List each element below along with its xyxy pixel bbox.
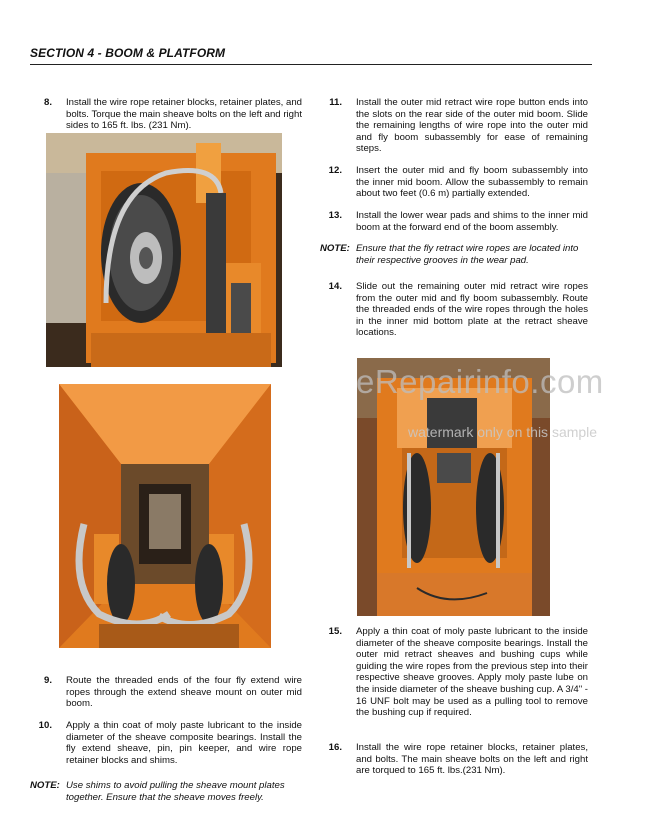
step-15-text: Apply a thin coat of moly paste lubricant to the inside diameter of the sheave composite bearings. Install the outer mid retract sheaves and bushing cups while guiding the wire ropes from the previous step into their respective sheave grooves. Apply moly paste lube on the inside diameter of the sheave bushing cup. A 3/4" - 16 UNF bolt may be used as a pulling tool to remove the bushing cup if required.: [356, 626, 588, 719]
note-fly-retract-text: Ensure that the fly retract wire ropes are located into their respective grooves in the wear pad.: [356, 243, 579, 266]
header-rule: [30, 64, 592, 65]
step-14-number: 14.: [328, 281, 342, 292]
note-fly-retract-label: NOTE:: [320, 243, 350, 254]
watermark-site: eRepairinfo.com: [356, 363, 604, 400]
step-16-text: Install the wire rope retainer blocks, retainer plates, and bolts. The main sheave bolts on the left and right are torqued to 165 ft. lbs.(231 Nm).: [356, 742, 588, 777]
step-9-number: 9.: [43, 675, 52, 686]
photo-extend-sheave-mount: [59, 384, 271, 648]
note-shims-text: Use shims to avoid pulling the sheave mount plates together. Ensure that the sheave moves freely.: [66, 780, 285, 803]
step-13-number: 13.: [328, 210, 342, 221]
step-8-number: 8.: [43, 97, 52, 108]
watermark-note: watermark only on this sample: [408, 424, 598, 440]
step-16-number: 16.: [328, 742, 342, 753]
step-12-number: 12.: [328, 165, 342, 176]
step-12-text: Insert the outer mid and fly boom subassembly into the inner mid boom. Allow the subassembly to remain about two feet (0.6 m) partially extended.: [356, 165, 588, 200]
step-15-number: 15.: [328, 626, 342, 637]
step-11-number: 11.: [329, 97, 342, 108]
step-9-text: Route the threaded ends of the four fly extend wire ropes through the extend sheave mount on outer mid boom.: [66, 675, 302, 710]
step-10-number: 10.: [38, 720, 52, 731]
step-13-text: Install the lower wear pads and shims to the inner mid boom at the forward end of the boom assembly.: [356, 210, 588, 233]
photo-main-sheave: [46, 133, 282, 367]
step-8-text: Install the wire rope retainer blocks, retainer plates, and bolts. Torque the main sheave bolts on the left and right sides to 165 ft. lbs. (231 Nm).: [66, 97, 302, 132]
note-shims-label: NOTE:: [30, 780, 60, 791]
step-11-text: Install the outer mid retract wire rope button ends into the slots on the rear side of the outer mid boom. Slide the remaining lengths of wire rope into the outer mid and fly boom subassembly for ease of remaining steps.: [356, 97, 588, 155]
section-title: SECTION 4 - BOOM & PLATFORM: [30, 46, 226, 60]
step-14-text: Slide out the remaining outer mid retract wire ropes from the outer mid and fly boom subassembly. Route the threaded ends of the wire ropes through the holes in the inner mid bottom plate at the retract sheave locations.: [356, 281, 588, 339]
step-10-text: Apply a thin coat of moly paste lubricant to the inside diameter of the sheave composite bearings. Install the fly extend sheave, pin, pin keeper, and wire rope retainer blocks and shims.: [66, 720, 302, 766]
